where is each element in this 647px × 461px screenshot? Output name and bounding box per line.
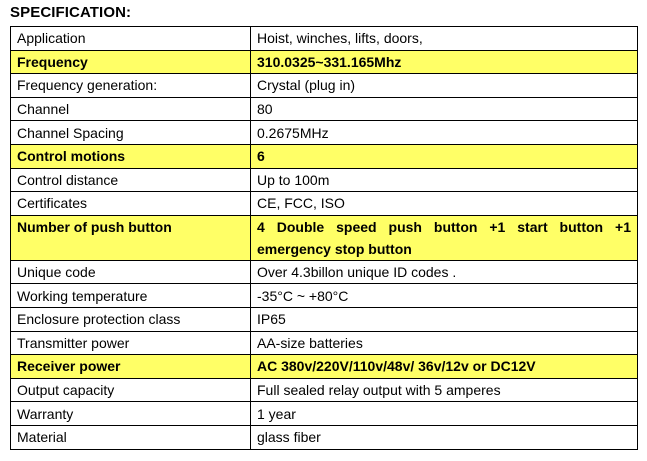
spec-label: Channel (11, 97, 251, 121)
spec-row (11, 192, 638, 216)
spec-value: IP65 (251, 307, 638, 331)
spec-value: -35°C ~ +80°C (251, 284, 638, 308)
spec-value: 1 year (251, 402, 638, 426)
spec-value: Crystal (plug in) (251, 74, 638, 98)
spec-row (11, 144, 638, 168)
spec-row (11, 378, 638, 402)
spec-row (11, 50, 638, 74)
spec-value: Over 4.3billon unique ID codes . (251, 260, 638, 284)
spec-value: 4 Double speed push button +1 start button +1 emergency stop button (251, 215, 638, 260)
spec-label: Frequency (11, 50, 251, 74)
spec-label: Working temperature (11, 284, 251, 308)
spec-label: Number of push button (11, 215, 251, 260)
spec-row (11, 97, 638, 121)
spec-label: Output capacity (11, 378, 251, 402)
spec-label: Unique code (11, 260, 251, 284)
specification-table (10, 26, 638, 450)
spec-label: Application (11, 27, 251, 51)
spec-value: CE, FCC, ISO (251, 192, 638, 216)
spec-value: Up to 100m (251, 168, 638, 192)
spec-row (11, 425, 638, 449)
spec-value: 310.0325~331.165Mhz (251, 50, 638, 74)
specification-table-body (11, 27, 638, 450)
spec-row (11, 284, 638, 308)
spec-value: Hoist, winches, lifts, doors, (251, 27, 638, 51)
spec-row (11, 27, 638, 51)
spec-value: glass fiber (251, 425, 638, 449)
spec-value: 0.2675MHz (251, 121, 638, 145)
spec-label: Enclosure protection class (11, 307, 251, 331)
spec-label: Control distance (11, 168, 251, 192)
spec-label: Channel Spacing (11, 121, 251, 145)
spec-label: Receiver power (11, 355, 251, 379)
spec-label: Material (11, 425, 251, 449)
spec-value: AC 380v/220V/110v/48v/ 36v/12v or DC12V (251, 355, 638, 379)
spec-value: Full sealed relay output with 5 amperes (251, 378, 638, 402)
page-title: SPECIFICATION: (10, 4, 132, 21)
spec-row (11, 260, 638, 284)
spec-label: Transmitter power (11, 331, 251, 355)
spec-row (11, 74, 638, 98)
spec-row (11, 307, 638, 331)
spec-row (11, 121, 638, 145)
spec-label: Frequency generation: (11, 74, 251, 98)
spec-row (11, 215, 638, 260)
spec-row (11, 168, 638, 192)
spec-row (11, 402, 638, 426)
spec-value: 80 (251, 97, 638, 121)
spec-label: Control motions (11, 144, 251, 168)
spec-value: 6 (251, 144, 638, 168)
spec-row (11, 331, 638, 355)
spec-label: Certificates (11, 192, 251, 216)
spec-label: Warranty (11, 402, 251, 426)
spec-value: AA-size batteries (251, 331, 638, 355)
spec-row (11, 355, 638, 379)
